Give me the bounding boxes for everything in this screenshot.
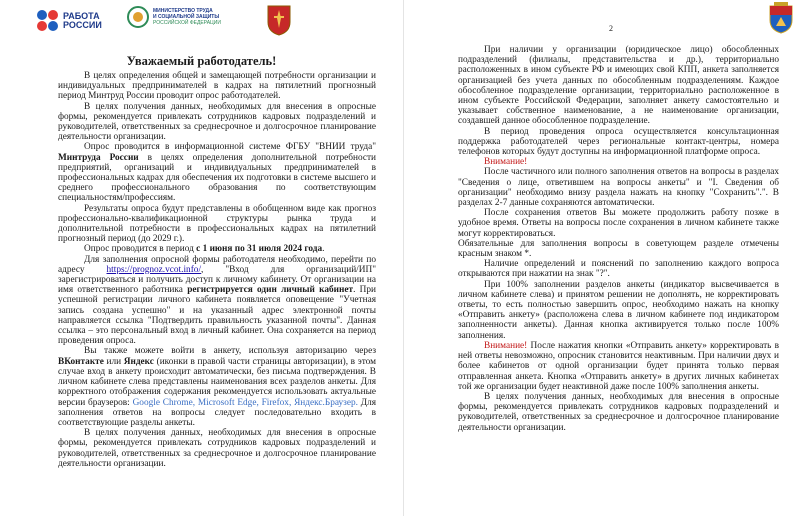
browser-list: Google Chrome, Microsoft Edge, Firefox, Яндекс.Браузер. <box>132 397 358 408</box>
ministry-logo <box>127 6 243 28</box>
paragraph: При наличии у организации (юридическое лицо) обособленных подразделений (филиалы, представительства и др.), территориально расположенных в ином субъекте РФ и имеющих свой КПП, анкета заполняется организацией без учета данных по обособленным подразделениям. Каждое обособленное подразделение организации, территориально расположенное в ином субъекте Российской Федерации, заполняет анкету самостоятельно и указывает собственное наименование, а не наименование организации, создавшей данное обособленное подразделение. <box>458 45 779 127</box>
paragraph: В период проведения опроса осуществляется консультационная поддержка работодателей через региональные контакт-центры, номера телефонов которых будут доступны на информационной платформе опроса. <box>458 126 779 158</box>
paragraph: В целях получения данных, необходимых для внесения в опросные формы, рекомендуется привлекать сотрудников кадровых подразделений и руководителей, ответственных за среднесрочное и долгосрочное планирование деятельности организации. <box>58 101 376 143</box>
ministry-logo-line3: РОССИЙСКОЙ ФЕДЕРАЦИИ <box>153 20 221 26</box>
paragraph <box>58 142 376 203</box>
paragraph <box>58 244 376 254</box>
page-number: 2 <box>609 24 613 33</box>
paragraph: Результаты опроса будут представлены в обобщенном виде как прогноз профессионально-квалификационной структуры рынка труда и дополнительной потребности в профессиональных кадрах на пятилетний прогнозный период (до 2029 г.). <box>58 203 376 245</box>
paragraph <box>58 255 376 347</box>
paragraph: Обязательные для заполнения вопросы в советующем разделе отмечены красным знаком *. <box>458 238 779 260</box>
rabota-rossii-logo <box>37 6 102 36</box>
paragraph: В целях определения общей и замещающей потребности организации и индивидуальных предпринимателей в кадрах на пятилетний прогнозный период Минтруд России проводит опрос работодателей. <box>58 71 376 102</box>
paragraph: При 100% заполнении разделов анкеты (индикатор высвечивается в личном кабинете слева) и принятом решении не дополнять, не корректировать ответы, то есть полностью завершить опрос, необходимо нажать на кнопку «Отправить анкету» (расположена слева в личном кабинете под индикатором заполненности анкеты). Данная кнопка активируется только после 100% заполнения. <box>458 279 779 341</box>
yandex-name: Яндекс <box>123 356 154 367</box>
text-span: , "Вход для организаций/ИП" зарегистрироваться и получить доступ к личному кабинету. От организации на имя ответственного работника <box>58 264 376 296</box>
ministry-logo-line2: И СОЦИАЛЬНОЙ ЗАЩИТЫ <box>153 14 220 20</box>
attention-heading: Внимание! <box>484 157 528 168</box>
text-span: . <box>322 244 325 255</box>
volgograd-city-coat-of-arms-icon <box>768 2 794 34</box>
text-span: Опрос проводится в информационной системе ФГБУ "ВНИИ труда" <box>84 142 376 153</box>
paragraph: После частичного или полного заполнения ответов на вопросы в разделах "Сведения о лице, ответившем на вопросы анкеты" и "I. Сведения об организации" необходимо внизу раздела нажать на кнопку "Сохранить".". В разделах 2-7 данные сохраняются автоматически. <box>458 167 779 209</box>
letter-title: Уважаемый работодатель! <box>126 54 277 68</box>
text-span: или <box>106 356 122 367</box>
text-span: . При успешной регистрации личного кабинета появляется оповещение "Учетная запись создана успешно" и на указанный адрес электронной почты направляется ссылка "Подтвердить правильность указанной почты". Данная ссылка – это персональный вход в личный кабинет. Она сохраняется на период проведения опроса. <box>58 285 376 347</box>
rabota-logo-line1: РАБОТА <box>63 11 100 21</box>
rabota-logo-icon <box>37 10 59 32</box>
text-span: в целях определения дополнительной потребности предприятий, организаций и индивидуальных предпринимателей в профессиональных кадрах для обеспечения их подготовки в системе высшего и среднего профессионального образования по соответствующим специальностям/профессиям. <box>58 152 376 204</box>
ministry-name: Минтруда России <box>58 152 139 163</box>
text-span: Опрос проводится в период <box>84 244 194 255</box>
right-column-text <box>458 45 779 433</box>
paragraph <box>458 341 779 392</box>
survey-period: с 1 июня по 31 июля 2024 года <box>196 244 323 255</box>
text-span: После нажатия кнопки «Отправить анкету» корректировать в ней ответы невозможно, опросник становится неактивным. При наличии двух и более кабинетов от одной организации будет принята только первая отправленная анкета. Кнопка «Отправить анкету» в других личных кабинетах той же организации будет неактивной даже после 100% заполнения анкеты. <box>458 340 780 392</box>
paragraph: В целях получения данных, необходимых для внесения в опросные формы, рекомендуется привлекать сотрудников кадровых подразделений и руководителей, ответственных за среднесрочное и долгосрочное планирование деятельности организации. <box>58 428 376 469</box>
text-span: Для заполнения ответов на вопросы следует последовательно входить в соответствующие разделы анкеты. <box>58 397 377 428</box>
text-span: Вы также можете войти в анкету, используя авторизацию через <box>84 346 376 357</box>
paragraph: Наличие определений и пояснений по заполнению каждого вопроса открываются при нажатии на знак "?". <box>458 259 779 280</box>
attention-heading: Внимание! <box>484 340 528 351</box>
one-account-note: регистрируется один личный кабинет <box>187 285 354 296</box>
paragraph: В целях получения данных, необходимых для внесения в опросные формы, рекомендуется привлекать сотрудников кадровых подразделений и руководителей, ответственных за среднесрочное и долгосрочное планирование деятельности организации. <box>458 391 779 433</box>
ministry-emblem-icon <box>127 6 149 28</box>
vkontakte-name: ВКонтакте <box>58 356 104 367</box>
survey-link[interactable]: https://prognoz.vcot.info/ <box>106 264 202 275</box>
volgograd-region-coat-of-arms-icon <box>266 4 292 36</box>
header-logos <box>0 2 403 38</box>
page-2 <box>404 0 807 516</box>
paragraph: После сохранения ответов Вы можете продолжить работу позже в удобное время. Ответы на вопросы после сохранения в личном кабинете также могут корректироваться. <box>458 208 779 239</box>
left-column-text <box>58 71 376 469</box>
text-span: Для заполнения опросной формы работодателя необходимо, перейти по адресу <box>58 254 376 275</box>
ministry-logo-line1: МИНИСТЕРСТВО ТРУДА <box>153 8 213 14</box>
paragraph <box>58 346 376 428</box>
rabota-logo-line2: РОССИИ <box>63 20 102 30</box>
page-1 <box>0 0 403 516</box>
text-span: (иконки в правой части страницы авторизации), в этом случае вход в анкету происходит автоматически, без письма подтверждения. В личном кабинете слева представлены наименования всех разделов анкеты. Для корректного отображения содержания рекомендуется использовать актуальные версии браузеров: <box>58 356 377 408</box>
